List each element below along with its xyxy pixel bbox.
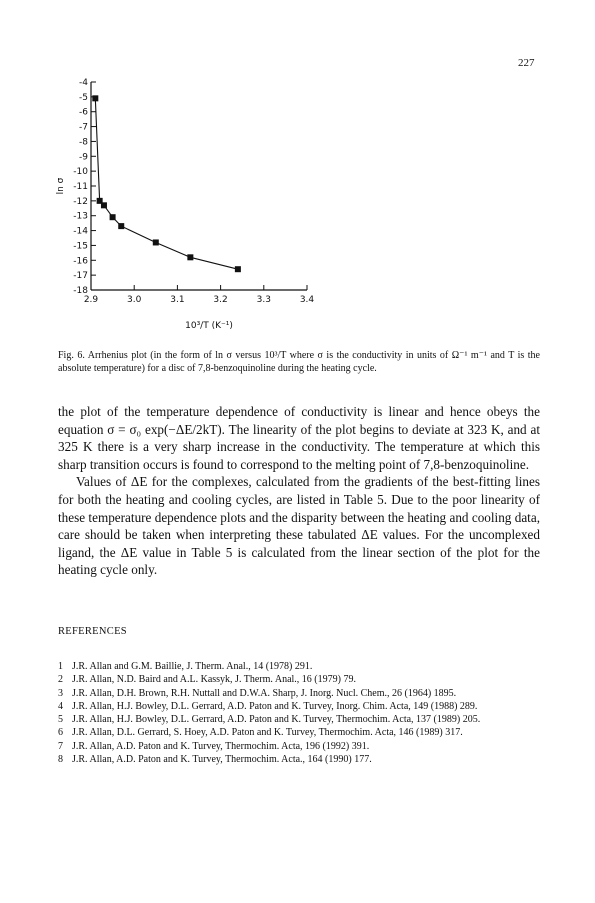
series-line — [95, 98, 238, 269]
reference-item — [58, 673, 540, 686]
y-tick-label: -15 — [73, 241, 88, 252]
reference-item — [58, 753, 540, 766]
reference-item — [58, 700, 540, 713]
x-tick-label: 3.1 — [170, 295, 185, 305]
figure-caption: Fig. 6. Arrhenius plot (in the form of ln σ versus 10³/T where σ is the conductivity in units of Ω⁻¹ m⁻¹ and T is the absolute temperature) for a disc of 7,8-benzoquinoline during the heating cycle. — [58, 350, 540, 374]
y-tick-label: -6 — [79, 107, 88, 118]
y-tick-label: -17 — [73, 271, 88, 282]
reference-item — [58, 713, 540, 726]
data-point — [187, 254, 193, 260]
reference-text: J.R. Allan, D.L. Gerrard, S. Hoey, A.D. Paton and K. Turvey, Thermochim. Acta, 146 (1989) 317. — [72, 727, 463, 739]
x-tick-label: 3.2 — [213, 295, 228, 305]
x-tick-label: 3.3 — [256, 295, 271, 305]
y-tick-label: -7 — [79, 122, 88, 133]
body-paragraph: Values of ΔE for the complexes, calculated from the gradients of the best-fitting lines for both the heating and cooling cycles, are listed in Table 5. Due to the poor linearity of these temperature dependence plots and the disparity between the heating and cooling data, care should be taken when interpreting these tabulated ΔE values. For the uncomplexed ligand, the ΔE value in Table 5 is calculated from the linear section of the plot for the heating cycle only. — [58, 474, 540, 578]
reference-number: 3 — [58, 687, 63, 699]
body-paragraph: the plot of the temperature dependence of conductivity is linear and hence obeys the equation σ = σ₀ exp(−ΔE/2kT). The linearity of the plot begins to deviate at 323 K, and at 325 K there is a very sharp increase in the conductivity. The temperature at which this sharp transition occurs is found to correspond to the melting point of 7,8-benzoquinoline. — [58, 404, 540, 472]
x-axis-title: 10³/T (K⁻¹) — [185, 321, 233, 331]
data-point — [118, 223, 124, 229]
reference-number: 2 — [58, 674, 63, 686]
body-text — [58, 403, 540, 579]
data-point — [92, 95, 98, 101]
y-tick-label: -9 — [79, 152, 88, 163]
reference-text: J.R. Allan, A.D. Paton and K. Turvey, Thermochim. Acta, 196 (1992) 391. — [72, 740, 370, 752]
y-tick-label: -4 — [79, 78, 88, 88]
reference-number: 1 — [58, 661, 63, 672]
reference-text: J.R. Allan, H.J. Bowley, D.L. Gerrard, A.D. Paton and K. Turvey, Inorg. Chim. Acta, 149 (1988) 289. — [72, 700, 478, 712]
reference-item — [58, 660, 540, 673]
x-tick-label: 2.9 — [83, 295, 99, 305]
y-tick-label: -8 — [79, 137, 88, 148]
y-tick-label: -11 — [73, 182, 88, 192]
arrhenius-chart — [50, 75, 350, 345]
references-list — [58, 660, 540, 766]
reference-item — [58, 687, 540, 700]
page-number: 227 — [518, 57, 535, 69]
references-heading: REFERENCES — [58, 626, 127, 637]
reference-text: J.R. Allan, N.D. Baird and A.L. Kassyk, J. Therm. Anal., 16 (1979) 79. — [72, 674, 356, 686]
reference-number: 8 — [58, 754, 63, 766]
reference-text: J.R. Allan, D.H. Brown, R.H. Nuttall and D.W.A. Sharp, J. Inorg. Nucl. Chem., 26 (1964) 1895. — [72, 687, 457, 699]
reference-item — [58, 740, 540, 753]
reference-text: J.R. Allan and G.M. Baillie, J. Therm. Anal., 14 (1978) 291. — [72, 661, 313, 672]
reference-text: J.R. Allan, H.J. Bowley, D.L. Gerrard, A.D. Paton and K. Turvey, Thermochim. Acta, 137 (1989) 205. — [72, 714, 481, 726]
data-point — [153, 239, 159, 245]
reference-number: 5 — [58, 714, 63, 726]
y-tick-label: -14 — [73, 226, 88, 237]
data-point — [110, 214, 116, 220]
y-tick-label: -10 — [73, 167, 88, 178]
reference-number: 4 — [58, 700, 63, 712]
data-point — [235, 266, 241, 272]
reference-text: J.R. Allan, A.D. Paton and K. Turvey, Thermochim. Acta., 164 (1990) 177. — [72, 754, 372, 766]
x-tick-label: 3.0 — [127, 295, 142, 305]
data-point — [101, 202, 107, 208]
reference-item — [58, 726, 540, 739]
y-tick-label: -18 — [73, 286, 88, 296]
y-tick-label: -12 — [73, 196, 88, 207]
arrhenius-figure — [50, 75, 350, 345]
y-tick-label: -5 — [79, 92, 88, 103]
y-axis-title: ln σ — [56, 177, 66, 195]
y-tick-label: -13 — [73, 211, 88, 222]
reference-number: 7 — [58, 740, 63, 752]
x-tick-label: 3.4 — [299, 295, 315, 305]
y-tick-label: -16 — [73, 256, 88, 267]
reference-number: 6 — [58, 727, 63, 739]
